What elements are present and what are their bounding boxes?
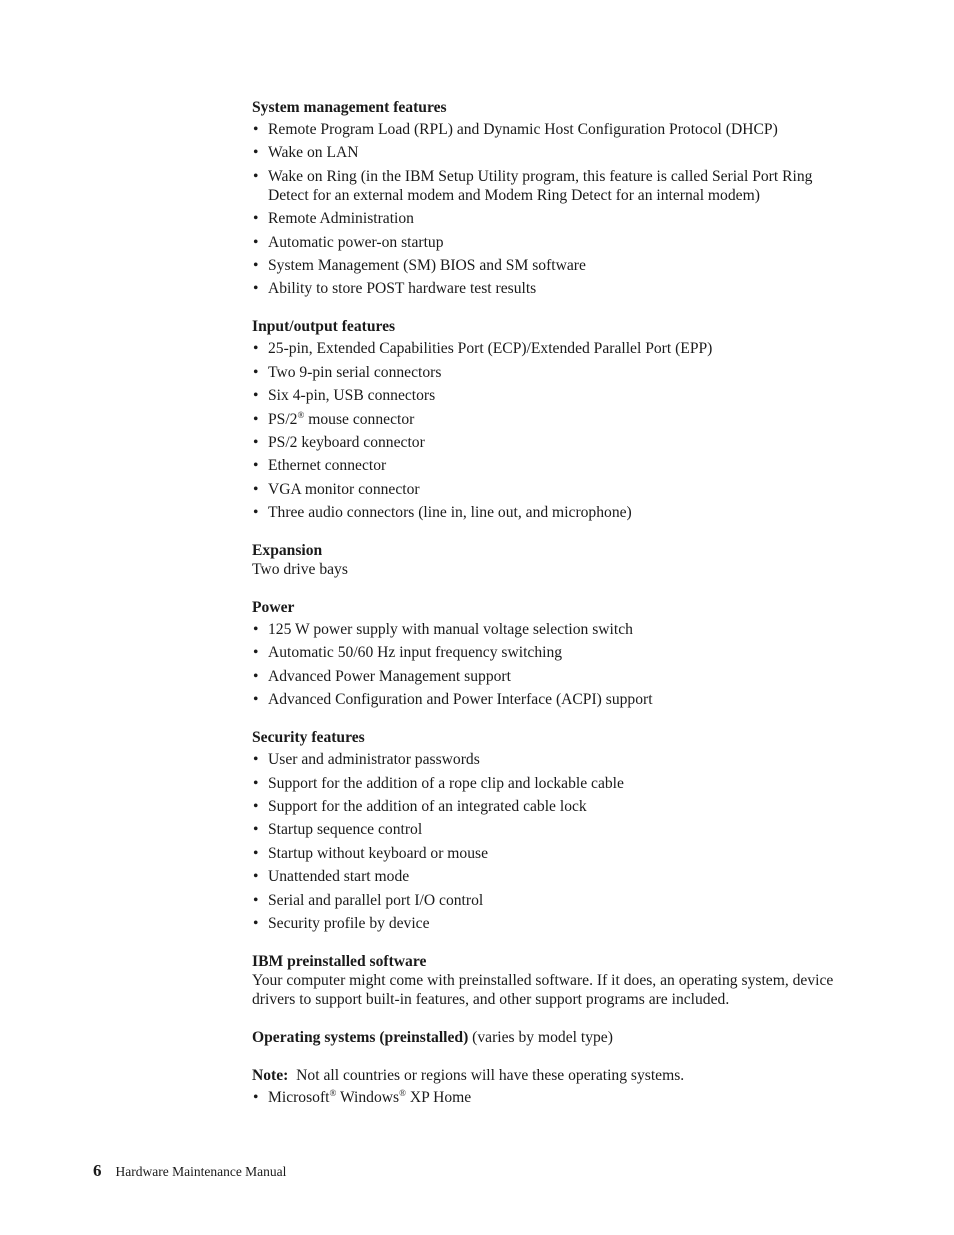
software-section xyxy=(252,952,852,1009)
list-item: • Remote Program Load (RPL) and Dynamic Host Configuration Protocol (DHCP) xyxy=(252,120,852,139)
bullet-list xyxy=(252,1088,852,1107)
section-heading: System management features xyxy=(252,99,447,116)
list-item xyxy=(252,1088,852,1107)
expansion-section xyxy=(252,541,852,579)
list-item: • Automatic power-on startup xyxy=(252,233,852,252)
list-item: • User and administrator passwords xyxy=(252,750,852,769)
registered-mark: ® xyxy=(399,1087,406,1098)
os-heading-block xyxy=(252,1028,852,1047)
list-item: • VGA monitor connector xyxy=(252,480,852,499)
list-item: • Ethernet connector xyxy=(252,456,852,475)
list-item: • Six 4-pin, USB connectors xyxy=(252,386,852,405)
list-item: • Three audio connectors (line in, line out, and microphone) xyxy=(252,503,852,522)
ps2-text: PS/2 xyxy=(268,410,298,428)
security-section xyxy=(252,728,852,933)
list-item: • Serial and parallel port I/O control xyxy=(252,891,852,910)
ps2-text-suffix: mouse connector xyxy=(304,410,415,428)
section-text: Your computer might come with preinstalled software. If it does, an operating system, device drivers to support built-in features, and other support programs are included. xyxy=(252,971,834,1008)
list-item: • Support for the addition of an integrated cable lock xyxy=(252,797,852,816)
list-item: • Wake on Ring (in the IBM Setup Utility program, this feature is called Serial Port Ring Detect for an external modem and Modem Ring Detect for an internal modem) xyxy=(252,167,852,205)
section-heading: Power xyxy=(252,599,295,617)
os-heading xyxy=(252,1028,852,1047)
section-heading: Security features xyxy=(252,729,365,747)
section-heading: Input/output features xyxy=(252,318,396,336)
power-section xyxy=(252,598,852,709)
list-item: • Advanced Power Management support xyxy=(252,667,852,686)
list-item: • 25-pin, Extended Capabilities Port (ECP)/Extended Parallel Port (EPP) xyxy=(252,339,852,358)
list-item: • Two 9-pin serial connectors xyxy=(252,363,852,382)
section-text: Two drive bays xyxy=(252,561,348,579)
page-number: 6 xyxy=(93,1161,102,1180)
system-management-section xyxy=(252,98,852,298)
list-item: • 125 W power supply with manual voltage selection switch xyxy=(252,620,852,639)
list-item: • Unattended start mode xyxy=(252,867,852,886)
note-label: Note: xyxy=(252,1066,289,1084)
page-content xyxy=(252,98,852,1111)
list-item: • System Management (SM) BIOS and SM software xyxy=(252,256,852,275)
list-item: • Advanced Configuration and Power Interface (ACPI) support xyxy=(252,690,852,709)
list-item: • Ability to store POST hardware test results xyxy=(252,279,852,298)
list-item: • Security profile by device xyxy=(252,914,852,933)
section-heading: Operating systems (preinstalled) xyxy=(252,1028,469,1046)
os-name-part: Windows xyxy=(336,1088,400,1106)
os-heading-suffix: (varies by model type) xyxy=(468,1028,613,1046)
registered-mark: ® xyxy=(297,409,305,420)
list-item xyxy=(252,410,852,429)
list-item: • PS/2 keyboard connector xyxy=(252,433,852,452)
note xyxy=(252,1066,852,1085)
list-item: • Startup sequence control xyxy=(252,820,852,839)
list-item: • Wake on LAN xyxy=(252,143,852,162)
io-section xyxy=(252,317,852,522)
os-note-block xyxy=(252,1066,852,1107)
bullet-list xyxy=(252,620,852,709)
section-heading: IBM preinstalled software xyxy=(252,952,427,970)
list-item: • Support for the addition of a rope clip and lockable cable xyxy=(252,774,852,793)
page-footer xyxy=(93,1161,286,1181)
list-item: • Automatic 50/60 Hz input frequency switching xyxy=(252,643,852,662)
note-text: Not all countries or regions will have these operating systems. xyxy=(288,1066,685,1084)
list-item: • Startup without keyboard or mouse xyxy=(252,844,852,863)
os-name-part: XP Home xyxy=(405,1088,472,1106)
bullet-list xyxy=(252,339,852,522)
section-heading: Expansion xyxy=(252,542,323,560)
bullet-list xyxy=(252,750,852,933)
footer-title: Hardware Maintenance Manual xyxy=(115,1164,287,1179)
bullet-list xyxy=(252,120,852,298)
list-item: • Remote Administration xyxy=(252,209,852,228)
os-name-part: Microsoft xyxy=(268,1088,330,1106)
registered-mark: ® xyxy=(329,1087,337,1098)
